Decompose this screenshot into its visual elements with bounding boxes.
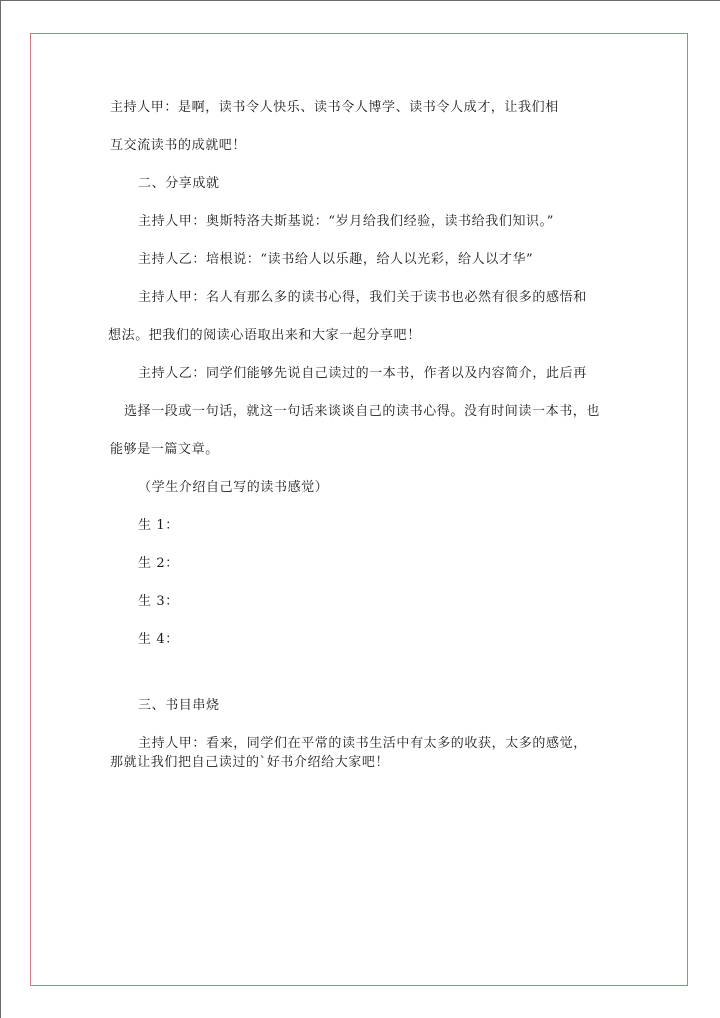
paragraph-line: （学生介绍自己写的读书感觉） bbox=[138, 480, 329, 495]
paragraph-line: 主持人乙：培根说：“读书给人以乐趣，给人以光彩，给人以才华” bbox=[138, 252, 534, 267]
paragraph-line: 互交流读书的成就吧！ bbox=[110, 138, 247, 153]
page-frame bbox=[30, 33, 688, 986]
paragraph-line: 主持人甲：奥斯特洛夫斯基说：“岁月给我们经验，读书给我们知识。” bbox=[138, 214, 554, 229]
page-edge-left bbox=[0, 0, 1, 1018]
student-line: 生 3： bbox=[138, 594, 179, 609]
student-line: 生 4： bbox=[138, 632, 179, 647]
paragraph-line: 选择一段或一句话，就这一句话来谈谈自己的读书心得。没有时间读一本书，也 bbox=[124, 404, 601, 419]
page-edge-top bbox=[0, 0, 720, 1]
student-line: 生 2： bbox=[138, 556, 179, 571]
paragraph-line: 主持人甲：看来，同学们在平常的读书生活中有太多的收获，太多的感觉， bbox=[138, 736, 587, 751]
paragraph-line: 主持人乙：同学们能够先说自己读过的一本书，作者以及内容简介，此后再 bbox=[138, 366, 587, 381]
paragraph-line: 主持人甲：名人有那么多的读书心得，我们关于读书也必然有很多的感悟和 bbox=[138, 290, 587, 305]
section-heading: 二、分享成就 bbox=[138, 176, 220, 191]
paragraph-line: 能够是一篇文章。 bbox=[110, 442, 219, 457]
section-heading: 三、书目串烧 bbox=[138, 698, 220, 713]
student-line: 生 1： bbox=[138, 518, 179, 533]
paragraph-line: 主持人甲：是啊，读书令人快乐、读书令人博学、读书令人成才，让我们相 bbox=[110, 100, 559, 115]
paragraph-line: 想法。把我们的阅读心语取出来和大家一起分享吧！ bbox=[108, 328, 421, 343]
paragraph-line: 那就让我们把自己读过的`好书介绍给大家吧！ bbox=[110, 755, 390, 770]
